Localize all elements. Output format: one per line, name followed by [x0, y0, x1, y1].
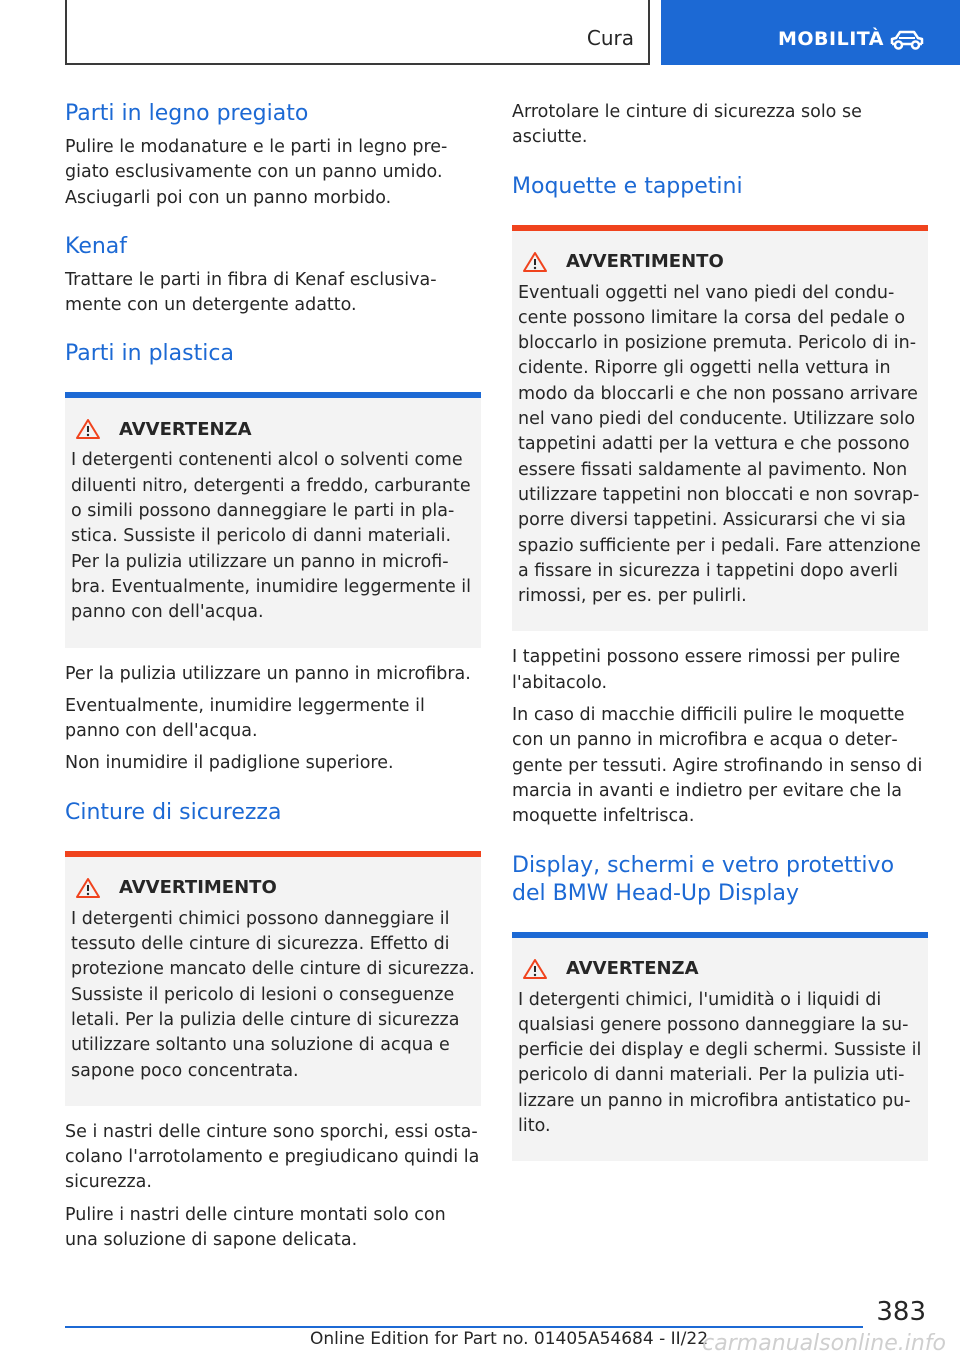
left-column	[65, 100, 481, 1253]
notice-text: I detergenti contenenti alcol o solventi come diluenti nitro, detergenti a freddo, carburante o simili possono danneggiare le parti in plastica. Sussiste il pericolo di danni materiali. Per la pulizia utilizzare un panno in microfibra. Eventualmente, inumidire leggermente il panno con dell'acqua.	[71, 450, 472, 623]
header-chapter-label: MOBILITÀ	[778, 28, 884, 50]
paragraph-intro: Arrotolare le cinture di sicurezza solo se asciutte.	[512, 102, 862, 148]
warning-triangle-icon	[75, 418, 101, 440]
paragraph-plastica-2: Eventualmente, inumidire leggermente il panno con dell'acqua.	[65, 695, 425, 742]
heading-cinture: Cinture di sicurezza	[65, 799, 282, 825]
header-chapter-tab	[661, 0, 960, 65]
paragraph-plastica-1: Per la pulizia utilizzare un panno in microfibra.	[65, 663, 471, 684]
paragraph-cinture-1: Se i nastri delle cinture sono sporchi, essi ostacolano l'arrotolamento e pregiudicano quindi la sicurezza.	[65, 1121, 480, 1193]
page-number: 383	[876, 1297, 926, 1327]
notice-text: I detergenti chimici, l'umidità o i liquidi di qualsiasi genere possono danneggiare la superficie dei display e degli schermi. Sussiste il pericolo di danni materiali. Per la pulizia utilizzare un panno in microfibra antistatico pulito.	[518, 989, 922, 1137]
paragraph-moquette-1: I tappetini possono essere rimossi per pulire l'abitacolo.	[512, 647, 901, 693]
paragraph-kenaf: Trattare le parti in fibra di Kenaf esclusivamente con un detergente adatto.	[65, 269, 437, 316]
notice-title: AVVERTIMENTO	[119, 877, 277, 899]
footer-divider	[65, 1326, 863, 1328]
heading-display: Display, schermi e vetro protettivo del BMW Head-Up Display	[512, 852, 895, 906]
heading-kenaf: Kenaf	[65, 233, 128, 259]
heading-plastica: Parti in plastica	[65, 341, 234, 367]
notice-moquette	[512, 225, 928, 632]
notice-display	[512, 932, 928, 1162]
paragraph-moquette-2: In caso di macchie difficili pulire le moquette con un panno in microfibra e acqua o detergente per tessuti. Agire strofinando in senso di marcia in avanti e indietro per evitare che la moquette infeltrisca.	[512, 705, 923, 827]
right-column	[512, 100, 928, 1161]
header-section-title: Cura	[586, 26, 634, 50]
notice-plastica	[65, 392, 481, 647]
warning-triangle-icon	[522, 251, 548, 273]
footer-edition: Online Edition for Part no. 01405A54684 - II/22	[310, 1329, 709, 1349]
warning-triangle-icon	[522, 958, 548, 980]
heading-moquette: Moquette e tappetini	[512, 173, 743, 199]
paragraph-plastica-3: Non inumidire il padiglione superiore.	[65, 753, 394, 774]
notice-cinture	[65, 851, 481, 1106]
notice-title: AVVERTIMENTO	[566, 251, 724, 273]
notice-text: Eventuali oggetti nel vano piedi del conducente possono limitare la corsa del pedale o bloccarlo in posizione premuta. Pericolo di incidente. Riporre gli oggetti nella vettura in modo da bloccarli e che non possano arrivare nel vano piedi del conducente. Utilizzare solo tappetini adatti per la vettura e che possono essere fissati saldamente al pavimento. Non utilizzare tappetini non bloccati e non sovrapporre diversi tappetini. Assicurarsi che vi sia spazio sufficiente per i pedali. Fare attenzione a fissare in sicurezza i tappetini dopo averli rimossi, per es. per pulirli.	[518, 282, 921, 607]
paragraph-legno: Pulire le modanature e le parti in legno pregiato esclusivamente con un panno umido. Asciugarli poi con un panno morbido.	[65, 137, 448, 208]
notice-text: I detergenti chimici possono danneggiare il tessuto delle cinture di sicurezza. Effetto di protezione mancato delle cinture di sicurezza. Sussiste il pericolo di lesioni o conseguenze letali. Per la pulizia delle cinture di sicurezza utilizzare soltanto una soluzione di acqua e sapone poco concentrata.	[71, 908, 475, 1081]
heading-legno: Parti in legno pregiato	[65, 101, 309, 126]
car-icon	[889, 28, 925, 52]
notice-title: AVVERTENZA	[119, 418, 252, 440]
paragraph-cinture-2: Pulire i nastri delle cinture montati solo con una soluzione di sapone delicata.	[65, 1204, 446, 1251]
footer-watermark: carmanualsonline.info	[702, 1331, 946, 1356]
notice-title: AVVERTENZA	[566, 958, 699, 980]
warning-triangle-icon	[75, 877, 101, 899]
header-section-box	[65, 0, 650, 65]
